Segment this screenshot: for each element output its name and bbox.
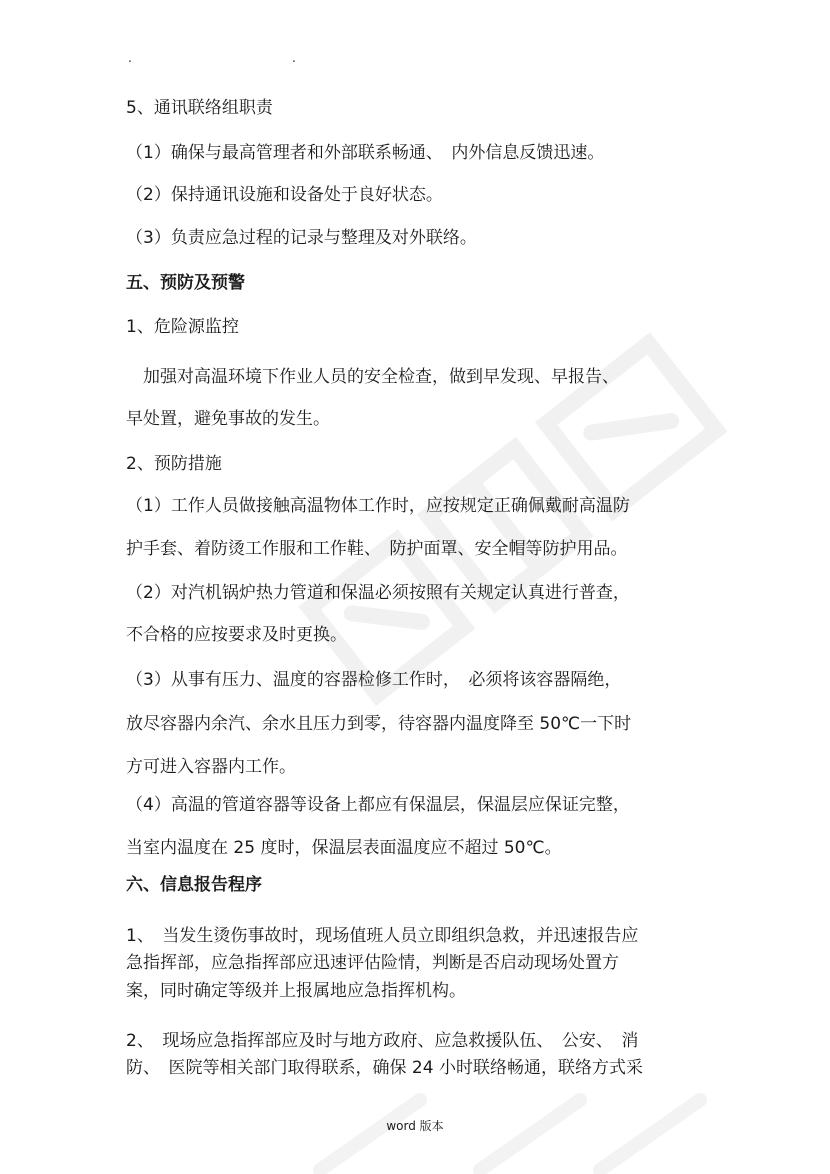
section-heading-comm-group: 5、通讯联络组职责 <box>126 98 273 118</box>
paragraph-line: （2）保持通讯设施和设备处于良好状态。 <box>126 185 443 205</box>
paragraph-line: 早处置，避免事故的发生。 <box>126 409 330 429</box>
subheading-hazard-monitoring: 1、危险源监控 <box>126 317 239 337</box>
paragraph-line: （3）负责应急过程的记录与整理及对外联络。 <box>126 228 477 248</box>
paragraph-line: 加强对高温环境下作业人员的安全检查，做到早发现、早报告、 <box>126 367 619 387</box>
paragraph-line: （1）工作人员做接触高温物体工作时，应按规定正确佩戴耐高温防 <box>126 496 630 516</box>
paragraph-line: 护手套、着防烫工作服和工作鞋、 防护面罩、安全帽等防护用品。 <box>126 539 628 559</box>
paragraph-line: 防、 医院等相关部门取得联系，确保 24 小时联络畅通，联络方式采 <box>126 1058 643 1078</box>
paragraph-line: 放尽容器内余汽、余水且压力到零，待容器内温度降至 50℃一下时 <box>126 714 632 734</box>
page-footer: word 版本 <box>386 1119 444 1133</box>
section-heading-prevention: 五、预防及预警 <box>126 273 245 293</box>
paragraph-line: 方可进入容器内工作。 <box>126 757 296 777</box>
paragraph-line: （2）对汽机锅炉热力管道和保温必须按照有关规定认真进行普查， <box>126 583 630 603</box>
paragraph-line: （1）确保与最高管理者和外部联系畅通、 内外信息反馈迅速。 <box>126 143 605 163</box>
paragraph-line: （4）高温的管道容器等设备上都应有保温层，保温层应保证完整， <box>126 795 630 815</box>
paragraph-line: 急指挥部，应急指挥部应迅速评估险情，判断是否启动现场处置方 <box>126 953 619 973</box>
subheading-preventive-measures: 2、预防措施 <box>126 454 222 474</box>
paragraph-line: 1、 当发生烫伤事故时，现场值班人员立即组织急救，并迅速报告应 <box>126 926 639 946</box>
paragraph-line: 不合格的应按要求及时更换。 <box>126 625 347 645</box>
header-dot-left: . <box>128 51 132 65</box>
header-dot-right: . <box>292 51 296 65</box>
paragraph-line: 2、 现场应急指挥部应及时与地方政府、应急救援队伍、 公安、 消 <box>126 1031 639 1051</box>
paragraph-line: 案，同时确定等级并上报属地应急指挥机构。 <box>126 981 466 1001</box>
paragraph-line: 当室内温度在 25 度时，保温层表面温度应不超过 50℃。 <box>126 838 562 858</box>
paragraph-line: （3）从事有压力、温度的容器检修工作时， 必须将该容器隔绝， <box>126 670 622 690</box>
section-heading-info-report: 六、信息报告程序 <box>126 875 262 895</box>
